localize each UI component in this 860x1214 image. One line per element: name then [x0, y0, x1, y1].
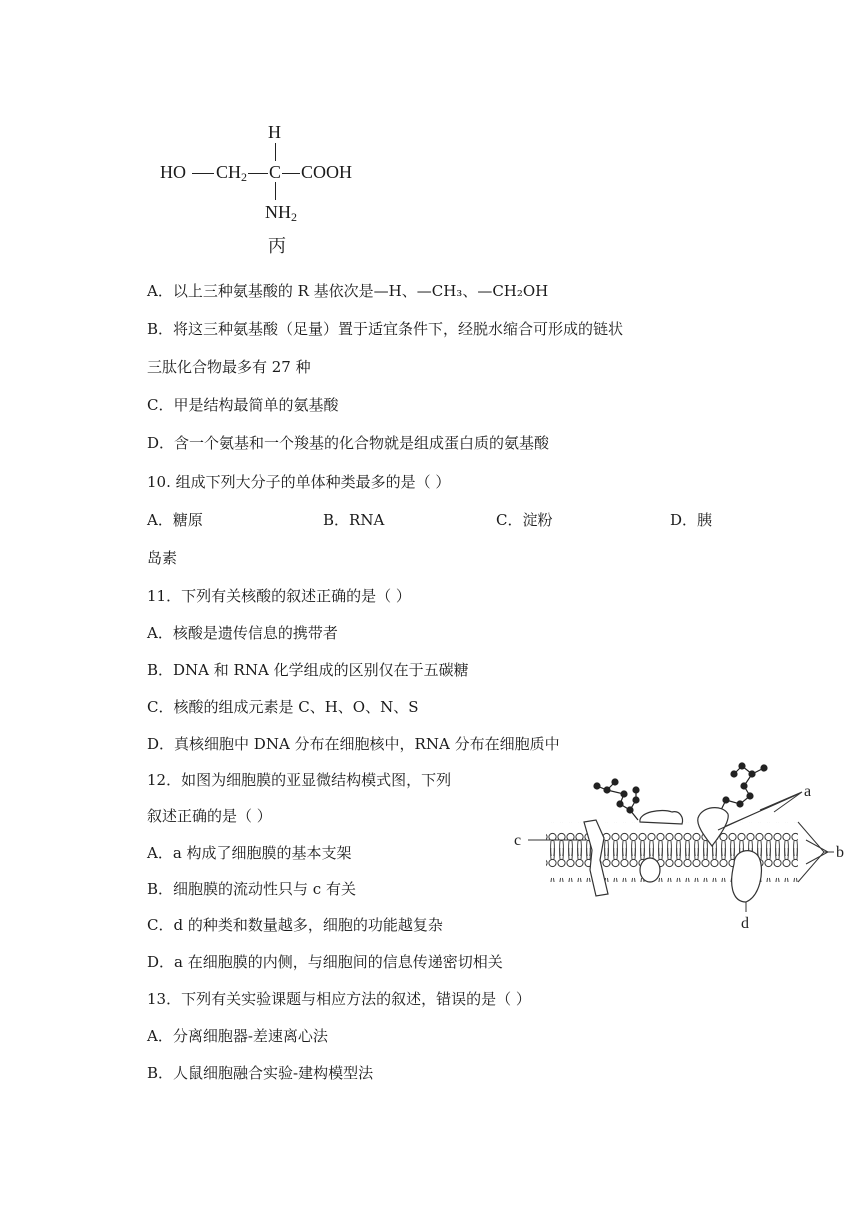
group-ho: HO [160, 162, 186, 182]
q9-option-b-line1: B．将这三种氨基酸（足量）置于适宜条件下，经脱水缩合可形成的链状 [147, 320, 624, 338]
group-ch2: $CH_2$ [216, 162, 248, 184]
q10-option-d: D．胰 [670, 511, 713, 529]
atom-h-top: H [268, 122, 281, 142]
q13-option-a: A．分离细胞器-差速离心法 [147, 1027, 328, 1045]
protein-d [732, 851, 762, 902]
q9-option-c: C．甲是结构最简单的氨基酸 [147, 396, 339, 414]
amino-acid-structure-bing [150, 118, 390, 263]
q13-stem: 13．下列有关实验课题与相应方法的叙述，错误的是（ ） [147, 990, 531, 1008]
q13-option-b: B．人鼠细胞融合实验-建构模型法 [147, 1064, 374, 1082]
q9-option-b-line2: 三肽化合物最多有 27 种 [147, 358, 311, 376]
bond-o-c [192, 173, 214, 174]
q11-option-d: D．真核细胞中 DNA 分布在细胞核中，RNA 分布在细胞质中 [147, 735, 560, 753]
q10-option-c: C．淀粉 [496, 511, 553, 529]
q12-stem-line1: 12．如图为细胞膜的亚显微结构模式图，下列 [147, 771, 452, 789]
q11-option-a: A．核酸是遗传信息的携带者 [147, 624, 338, 642]
peripheral-protein [640, 810, 683, 824]
q9-option-d: D．含一个氨基和一个羧基的化合物就是组成蛋白质的氨基酸 [147, 434, 550, 452]
q12-option-a: A．a 构成了细胞膜的基本支架 [147, 844, 352, 862]
embedded-protein-small [640, 858, 660, 882]
q10-option-b: B．RNA [323, 511, 385, 529]
structure-label: 丙 [268, 236, 286, 257]
figure-label-c: c [514, 832, 522, 849]
cell-membrane-figure [512, 760, 852, 935]
figure-label-d: d [741, 915, 749, 932]
bond-ch2-c [248, 173, 268, 174]
bond-c-n [275, 182, 276, 200]
group-cooh: COOH [301, 162, 353, 182]
q12-option-c: C．d 的种类和数量越多，细胞的功能越复杂 [147, 916, 443, 934]
q12-stem-line2: 叙述正确的是（ ） [147, 807, 272, 825]
label-line-b [806, 840, 834, 864]
q10-stem: 10. 组成下列大分子的单体种类最多的是（ ） [147, 473, 451, 491]
glycolipid-chain [594, 779, 639, 820]
figure-label-b: b [836, 844, 844, 861]
cell-membrane-diagram [512, 760, 852, 935]
q12-option-d: D．a 在细胞膜的内侧，与细胞间的信息传递密切相关 [147, 953, 503, 971]
q11-option-b: B．DNA 和 RNA 化学组成的区别仅在于五碳糖 [147, 661, 469, 679]
q10-option-d-cont: 岛素 [147, 549, 178, 567]
group-nh2: $NH_2$ [265, 202, 297, 224]
bond-c-cooh [282, 173, 300, 174]
q11-stem: 11．下列有关核酸的叙述正确的是（ ） [147, 587, 411, 605]
q11-option-c: C．核酸的组成元素是 C、H、O、N、S [147, 698, 419, 716]
q10-option-a: A．糖原 [147, 511, 203, 529]
figure-label-a: a [804, 783, 812, 800]
q9-option-a: A．以上三种氨基酸的 R 基依次是—H、—CH₃、—CH₂OH [147, 282, 549, 300]
q12-option-b: B．细胞膜的流动性只与 c 有关 [147, 880, 356, 898]
bond-c-h [275, 143, 276, 161]
atom-c-alpha: C [269, 162, 282, 182]
